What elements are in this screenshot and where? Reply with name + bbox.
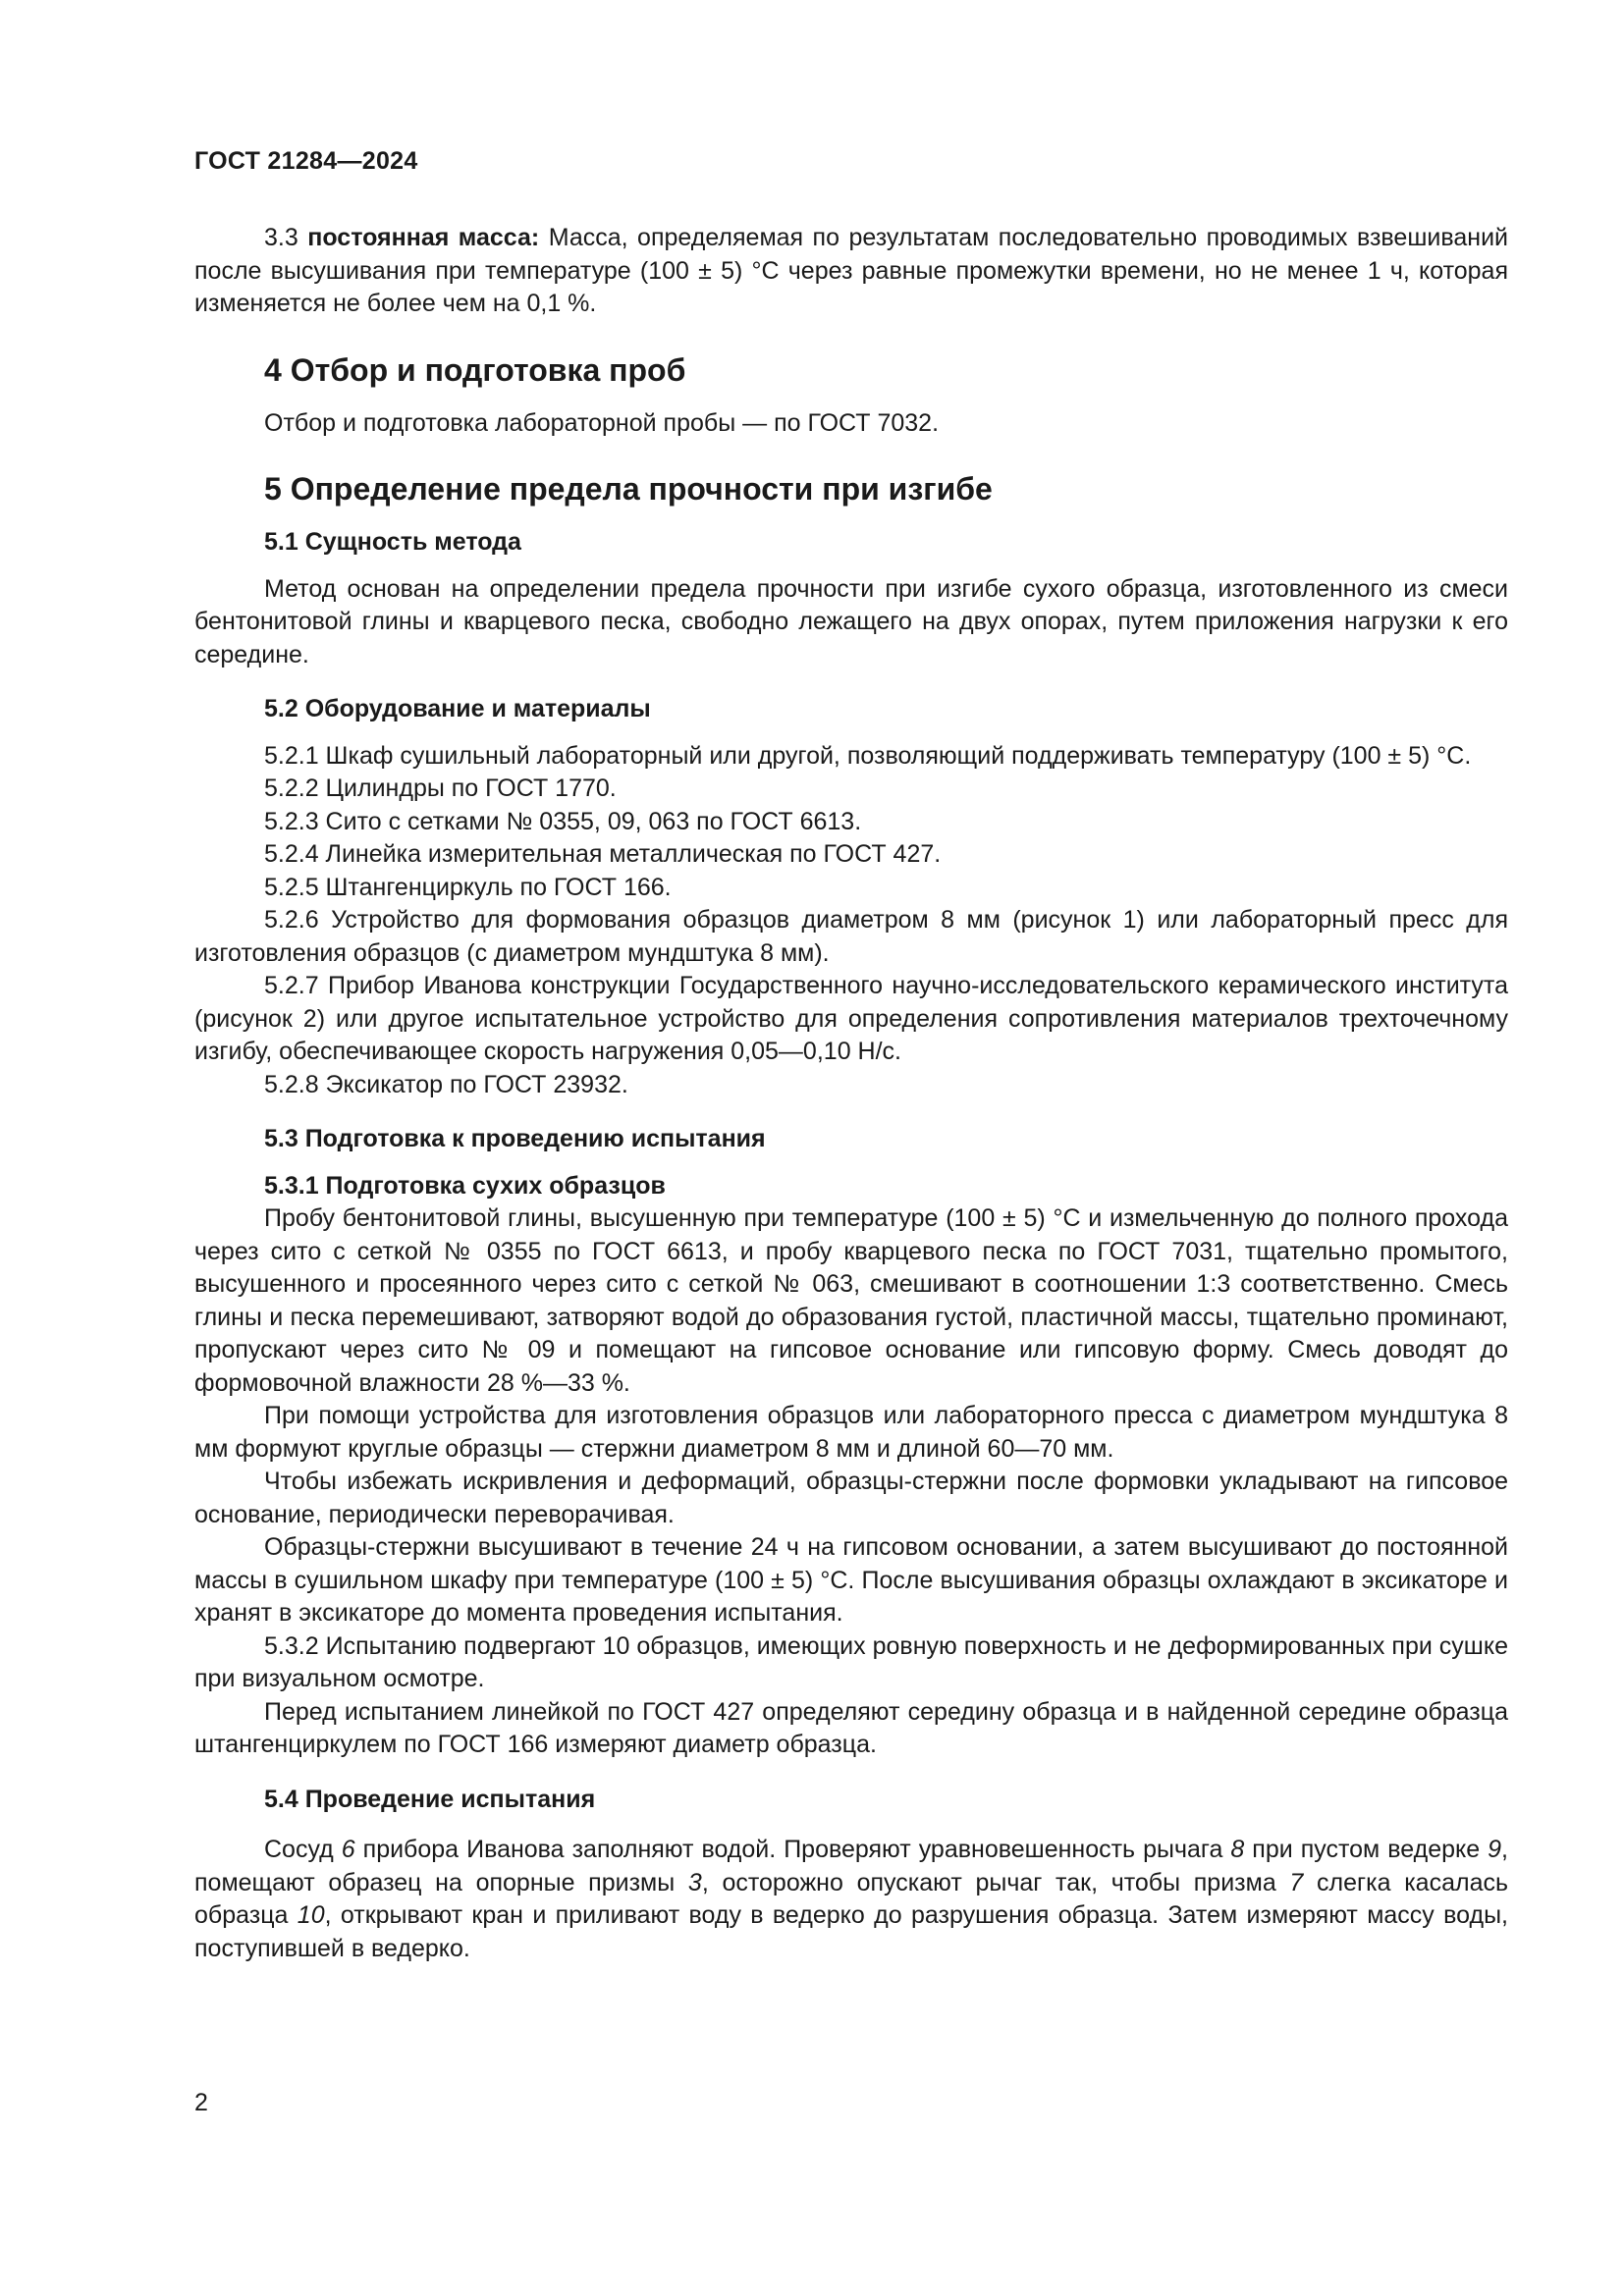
section-5-3-1-title: 5.3.1 Подготовка сухих образцов <box>264 1171 666 1200</box>
s54-ref-8: 8 <box>1230 1836 1245 1863</box>
clause-5-3-1-para-4: Образцы-стержни высушивают в течение 24 ч на гипсовом основании, а затем высушивают до постоянной массы в сушильном шкафу при температуре (100 ± 5) °С. После высушивания образцы охлаждают в эксикаторе и хранят в эксикаторе до момента проведения испытания. <box>194 1533 1508 1627</box>
s54-text-1: Сосуд <box>264 1836 342 1863</box>
s54-text-7: , открывают кран и приливают воду в ведерко до разрушения образца. Затем измеряют массу воды, поступившей в ведерко. <box>194 1901 1508 1962</box>
clause-5-2-6: 5.2.6 Устройство для формования образцов диаметром 8 мм (рисунок 1) или лабораторный пресс для изготовления образцов (с диаметром мундштука 8 мм). <box>194 906 1508 967</box>
section-5-1-text: Метод основан на определении предела прочности при изгибе сухого образца, изготовленного из смеси бентонитовой глины и кварцевого песка, свободно лежащего на двух опорах, путем приложения нагрузки к его середине. <box>194 574 1508 668</box>
section-4-text: Отбор и подготовка лабораторной пробы — по ГОСТ 7032. <box>264 408 940 437</box>
clause-3-3-term: постоянная масса: <box>307 224 540 251</box>
clause-5-3-2-para-2: Перед испытанием линейкой по ГОСТ 427 определяют середину образца и в найденной середине образца штангенциркулем по ГОСТ 166 измеряют диаметр образца. <box>194 1697 1508 1758</box>
clause-5-2-7: 5.2.7 Прибор Иванова конструкции Государственного научно-исследовательского керамического института (рисунок 2) или другое испытательное устройство для определения сопротивления материалов трехточечному изгибу, обеспечивающее скорость нагружения 0,05—0,10 Н/с. <box>194 972 1508 1065</box>
section-5-3-title: 5.3 Подготовка к проведению испытания <box>264 1125 766 1152</box>
clause-3-3-number: 3.3 <box>264 224 298 251</box>
s54-text-2: прибора Иванова заполняют водой. Проверяют уравновешенность рычага <box>354 1836 1231 1863</box>
clause-5-2-4: 5.2.4 Линейка измерительная металлическая по ГОСТ 427. <box>264 840 942 868</box>
s54-ref-10: 10 <box>297 1901 325 1929</box>
section-5-1-title: 5.1 Сущность метода <box>264 528 521 556</box>
clause-5-2-8: 5.2.8 Эксикатор по ГОСТ 23932. <box>264 1070 628 1098</box>
document-code-header: ГОСТ 21284—2024 <box>194 147 418 175</box>
clause-5-3-2: 5.3.2 Испытанию подвергают 10 образцов, имеющих ровную поверхность и не деформированных при сушке при визуальном осмотре. <box>194 1631 1508 1692</box>
s54-ref-6: 6 <box>341 1836 355 1863</box>
clause-5-2-3: 5.2.3 Сито с сетками № 0355, 09, 063 по ГОСТ 6613. <box>264 807 862 835</box>
s54-ref-3: 3 <box>687 1868 702 1896</box>
document-body <box>194 222 1508 1965</box>
clause-3-3-definition: Масса, определяемая по результатам последовательно проводимых взвешиваний после высушивания при температуре (100 ± 5) °С через равные промежутки времени, но не менее 1 ч, которая изменяется не более чем на 0,1 %. <box>194 224 1508 317</box>
s54-text-6: слегка касалась образца <box>194 1868 1509 1929</box>
clause-3-3 <box>194 222 1508 321</box>
section-4-title: 4 Отбор и подготовка проб <box>264 351 686 388</box>
clause-5-2-2: 5.2.2 Цилиндры по ГОСТ 1770. <box>264 774 617 802</box>
clause-5-3-1-para-3: Чтобы избежать искривления и деформаций, образцы-стержни после формовки укладывают на гипсовое основание, периодически переворачивая. <box>194 1468 1508 1528</box>
section-5-4-title: 5.4 Проведение испытания <box>264 1785 596 1813</box>
section-5-4-text <box>194 1834 1508 1965</box>
page-number: 2 <box>194 2089 208 2116</box>
clause-5-3-1-para-1: Пробу бентонитовой глины, высушенную при температуре (100 ± 5) °С и измельченную до полного прохода через сито с сеткой № 0355 по ГОСТ 6613, и пробу кварцевого песка по ГОСТ 7031, тщательно промытого, высушенного и просеянного через сито с сеткой № 063, смешивают в соотношении 1:3 соответственно. Смесь глины и песка перемешивают, затворяют водой до образования густой, пластичной массы, тщательно проминают, пропускают через сито № 09 и помещают на гипсовое основание или гипсовую форму. Смесь доводят до формовочной влажности 28 %—33 %. <box>194 1204 1508 1397</box>
clause-5-2-5: 5.2.5 Штангенциркуль по ГОСТ 166. <box>264 873 672 901</box>
section-5-title: 5 Определение предела прочности при изгибе <box>264 471 993 507</box>
s54-ref-7: 7 <box>1289 1868 1304 1896</box>
s54-text-5: , осторожно опускают рычаг так, чтобы призма <box>701 1868 1290 1896</box>
section-5-2-title: 5.2 Оборудование и материалы <box>264 695 651 722</box>
s54-ref-9: 9 <box>1488 1836 1502 1863</box>
s54-text-3: при пустом ведерке <box>1244 1836 1489 1863</box>
s54-text-4: , помещают образец на опорные призмы <box>194 1836 1508 1896</box>
clause-5-2-1: 5.2.1 Шкаф сушильный лабораторный или другой, позволяющий поддерживать температуру (100 ± 5) °С. <box>264 741 1472 770</box>
clause-5-3-1-para-2: При помощи устройства для изготовления образцов или лабораторного пресса с диаметром мундштука 8 мм формуют круглые образцы — стержни диаметром 8 мм и длиной 60—70 мм. <box>194 1402 1508 1463</box>
